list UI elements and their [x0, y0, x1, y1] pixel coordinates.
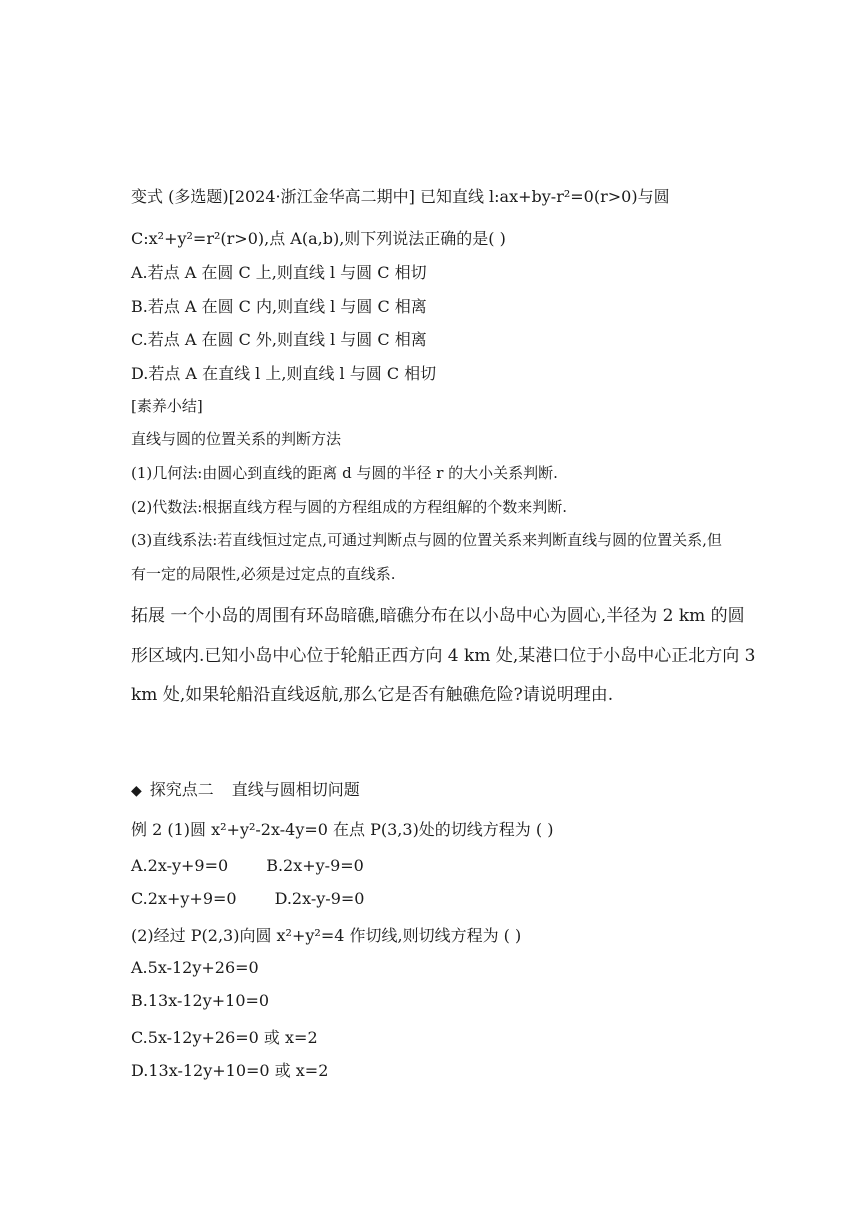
example-q2-option-c: C.5x-12y+26=0 或 x=2 [131, 1028, 318, 1047]
summary-tag: [素养小结] [131, 397, 203, 415]
option-c: C.2x+y+9=0 [131, 889, 237, 908]
variant-stem-line-1: 变式 (多选题)[2024·浙江金华高二期中] 已知直线 l:ax+by-r²=0(r>0)与圆 [131, 187, 670, 206]
extension-line-1: 拓展 一个小岛的周围有环岛暗礁,暗礁分布在以小岛中心为圆心,半径为 2 km 的圆 [131, 606, 745, 626]
summary-item-1: (1)几何法:由圆心到直线的距离 d 与圆的半径 r 的大小关系判断. [131, 464, 558, 482]
summary-title: 直线与圆的位置关系的判断方法 [131, 430, 342, 448]
variant-option-d: D.若点 A 在直线 l 上,则直线 l 与圆 C 相切 [131, 364, 437, 383]
option-a: A.2x-y+9=0 [131, 856, 229, 875]
example-question-1: 例 2 (1)圆 x²+y²-2x-4y=0 在点 P(3,3)处的切线方程为 ( ) [131, 820, 554, 839]
variant-stem-line-2: C:x²+y²=r²(r>0),点 A(a,b),则下列说法正确的是( ) [131, 229, 506, 248]
example-q2-option-a: A.5x-12y+26=0 [131, 958, 259, 977]
example-q1-options-row-2 [131, 889, 364, 908]
summary-item-4: 有一定的局限性,必须是过定点的直线系. [131, 565, 396, 583]
option-b: B.2x+y-9=0 [266, 856, 364, 875]
extension-line-3: km 处,如果轮船沿直线返航,那么它是否有触礁危险?请说明理由. [131, 685, 614, 705]
section-title: 直线与圆相切问题 [231, 780, 360, 799]
variant-option-b: B.若点 A 在圆 C 内,则直线 l 与圆 C 相离 [131, 297, 427, 316]
example-question-2: (2)经过 P(2,3)向圆 x²+y²=4 作切线,则切线方程为 ( ) [131, 926, 522, 945]
summary-item-3: (3)直线系法:若直线恒过定点,可通过判断点与圆的位置关系来判断直线与圆的位置关系,但 [131, 531, 722, 549]
option-d: D.2x-y-9=0 [274, 889, 365, 908]
summary-item-2: (2)代数法:根据直线方程与圆的方程组成的方程组解的个数来判断. [131, 498, 568, 516]
extension-line-2: 形区域内.已知小岛中心位于轮船正西方向 4 km 处,某港口位于小岛中心正北方向 3 [131, 646, 756, 666]
example-q2-option-d: D.13x-12y+10=0 或 x=2 [131, 1061, 329, 1080]
section-label: 探究点二 [149, 780, 214, 799]
section-heading [131, 777, 360, 800]
diamond-icon: ◆ [131, 783, 142, 799]
example-q2-option-b: B.13x-12y+10=0 [131, 991, 270, 1010]
example-q1-options-row-1 [131, 856, 364, 875]
variant-option-c: C.若点 A 在圆 C 外,则直线 l 与圆 C 相离 [131, 330, 427, 349]
variant-option-a: A.若点 A 在圆 C 上,则直线 l 与圆 C 相切 [131, 263, 427, 282]
